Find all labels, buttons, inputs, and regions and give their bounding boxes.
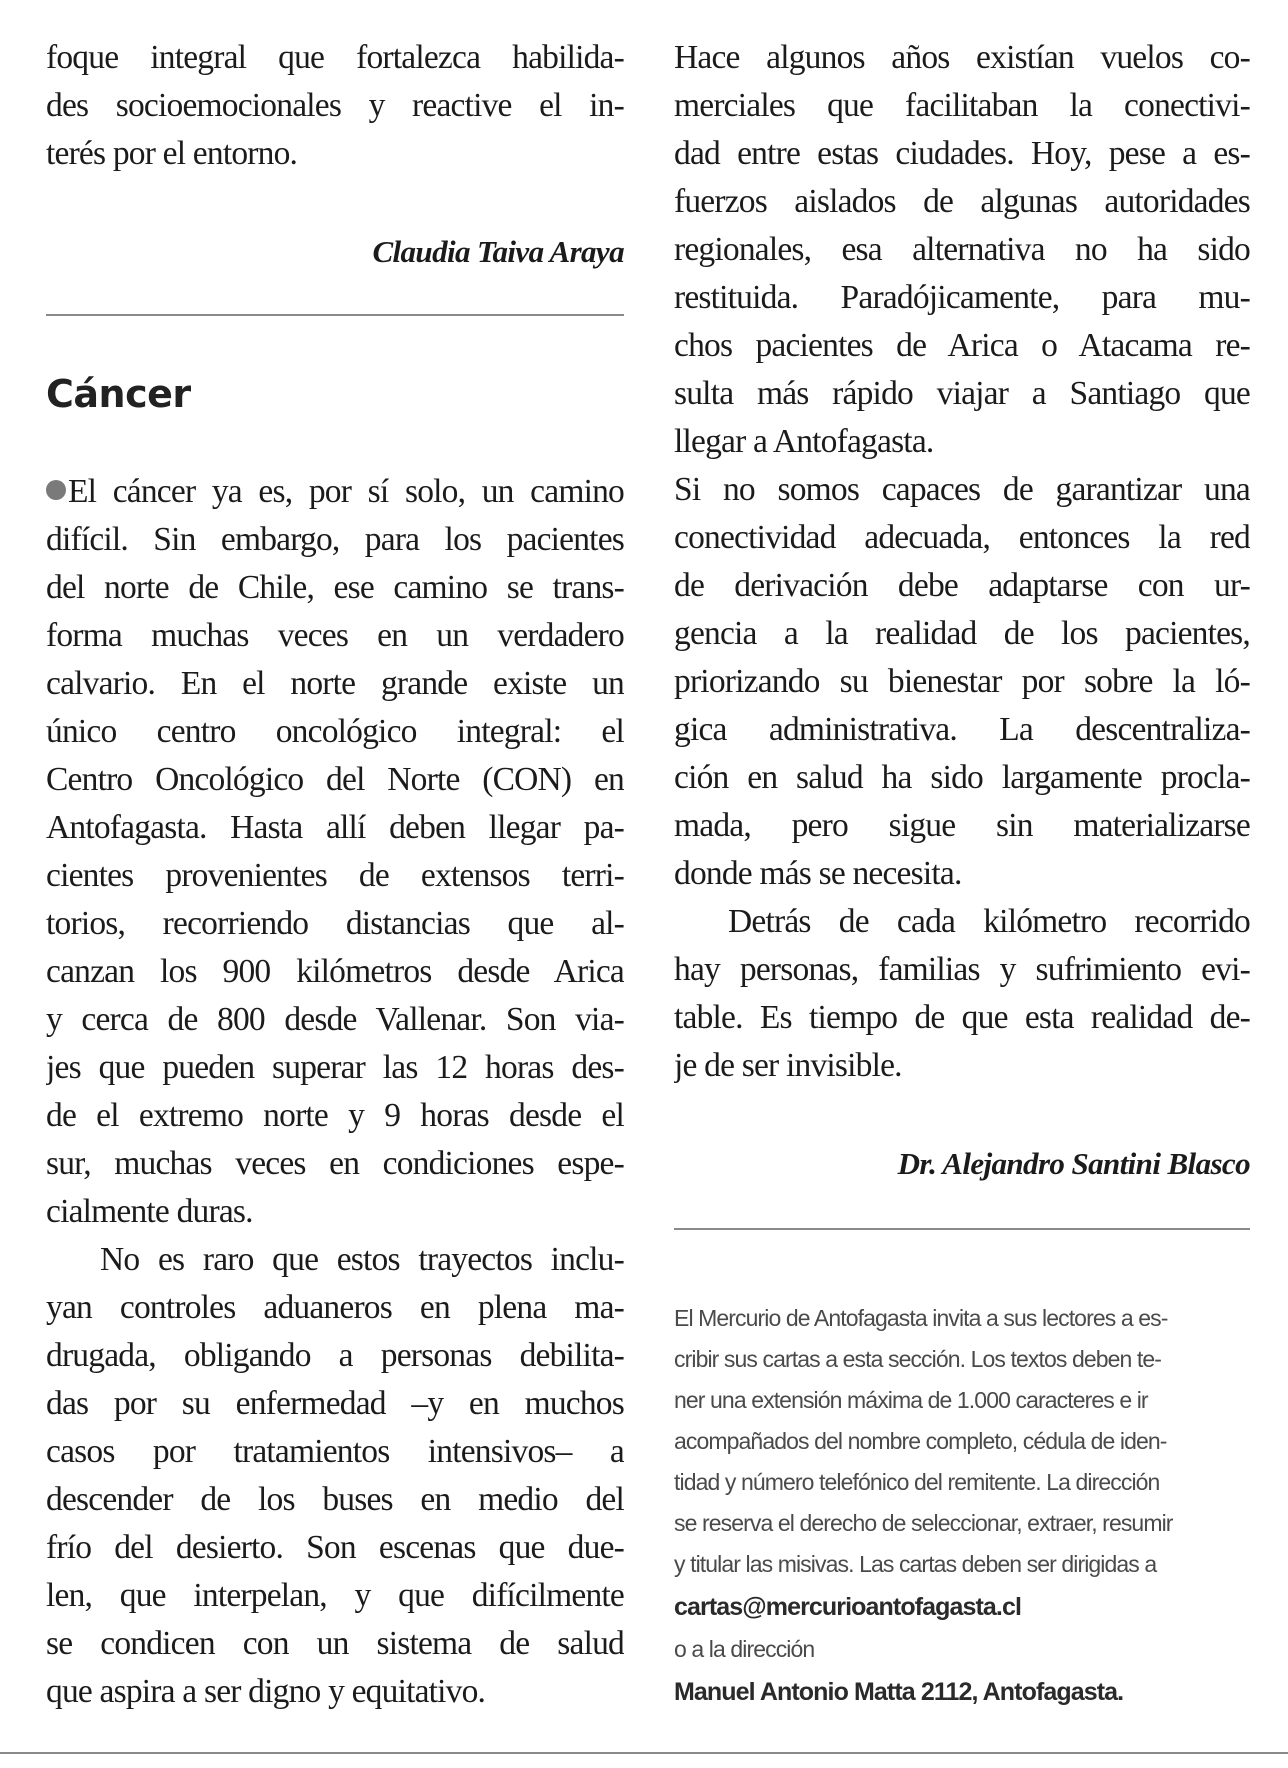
cancer-p1-line: forma muchas veces en un verdadero [46,617,624,654]
cancer-p4-line: priorizando su bienestar por sobre la ló- [674,663,1250,700]
cancer-p2-line: casos por tratamientos intensivos– a [46,1433,624,1470]
cancer-p2-line: No es raro que estos trayectos inclu- [100,1241,624,1278]
cancer-p2-line: len, que interpelan, y que difícilmente [46,1577,624,1614]
cancer-p2-line: yan controles aduaneros en plena ma- [46,1289,624,1326]
integral-letter-line: terés por el entorno. [46,135,298,172]
cancer-p3-line: sulta más rápido viajar a Santiago que [674,375,1250,412]
cancer-p3-line: dad entre estas ciudades. Hoy, pese a es- [674,135,1250,172]
cancer-p4-line: donde más se necesita. [674,855,962,892]
cancer-p5-line: hay personas, familias y sufrimiento evi- [674,951,1250,988]
submission-note-line: se reserva el derecho de seleccionar, extraer, resumir [674,1510,1173,1536]
submission-note-line: acompañados del nombre completo, cédula de iden- [674,1428,1167,1454]
cancer-p4-line: mada, pero sigue sin materializarse [674,807,1250,844]
cancer-p4-line: gica administrativa. La descentraliza- [674,711,1250,748]
cancer-p4-line: conectividad adecuada, entonces la red [674,519,1250,556]
cancer-p1-line: sur, muchas veces en condiciones espe- [46,1145,624,1182]
cancer-p1-line: difícil. Sin embargo, para los pacientes [46,521,624,558]
cancer-p3-line: chos pacientes de Arica o Atacama re- [674,327,1250,364]
cancer-p3-line: merciales que facilitaban la conectivi- [674,87,1250,124]
cancer-letter-title: Cáncer [46,372,191,416]
bullet-icon [46,480,66,500]
submission-note-line: tidad y número telefónico del remitente. La dirección [674,1469,1160,1495]
cancer-p1-line: del norte de Chile, ese camino se trans- [46,569,624,606]
cancer-p1-line: calvario. En el norte grande existe un [46,665,624,702]
cancer-letter-author: Dr. Alejandro Santini Blasco [897,1146,1250,1181]
cancer-p1-line: único centro oncológico integral: el [46,713,624,750]
cancer-p4-line: ción en salud ha sido largamente procla- [674,759,1250,796]
page-bottom-rule [0,1752,1288,1754]
submission-address-label: o a la dirección [674,1636,815,1662]
submission-note-line: ner una extensión máxima de 1.000 caracteres e ir [674,1387,1148,1413]
cancer-p5-line: Detrás de cada kilómetro recorrido [728,903,1250,940]
cancer-p3-line: restituida. Paradójicamente, para mu- [674,279,1250,316]
cancer-p5-line: je de ser invisible. [674,1047,902,1084]
cancer-p1-line: jes que pueden superar las 12 horas des- [46,1049,624,1086]
cancer-p2-line: frío del desierto. Son escenas que due- [46,1529,624,1566]
section-divider [674,1228,1250,1230]
cancer-p1-line: El cáncer ya es, por sí solo, un camino [46,468,624,516]
cancer-p3-line: regionales, esa alternativa no ha sido [674,231,1250,268]
cancer-p5-line: table. Es tiempo de que esta realidad de- [674,999,1250,1036]
cancer-p1-line: cialmente duras. [46,1193,253,1230]
cancer-p2-line: que aspira a ser digno y equitativo. [46,1673,486,1710]
section-divider [46,314,624,316]
cancer-p1-line: Centro Oncológico del Norte (CON) en [46,761,624,798]
cancer-p1-line: canzan los 900 kilómetros desde Arica [46,953,624,990]
submission-note-line: El Mercurio de Antofagasta invita a sus lectores a es- [674,1305,1168,1331]
cancer-p2-line: das por su enfermedad –y en muchos [46,1385,624,1422]
submission-note-line: y titular las misivas. Las cartas deben ser dirigidas a [674,1551,1157,1577]
cancer-p2-line: descender de los buses en medio del [46,1481,624,1518]
cancer-p3-line: Hace algunos años existían vuelos co- [674,39,1250,76]
cancer-p2-line: se condicen con un sistema de salud [46,1625,624,1662]
cancer-p4-line: gencia a la realidad de los pacientes, [674,615,1250,652]
cancer-p1-line: de el extremo norte y 9 horas desde el [46,1097,624,1134]
integral-letter-line: foque integral que fortalezca habilida- [46,39,624,76]
submission-address: Manuel Antonio Matta 2112, Antofagasta. [674,1678,1124,1706]
cancer-p1-line: torios, recorriendo distancias que al- [46,905,624,942]
submission-email-link[interactable]: cartas@mercurioantofagasta.cl [674,1593,1022,1621]
submission-note-line: cribir sus cartas a esta sección. Los textos deben te- [674,1346,1162,1372]
cancer-p1-line: y cerca de 800 desde Vallenar. Son via- [46,1001,624,1038]
cancer-p1-line: Antofagasta. Hasta allí deben llegar pa- [46,809,624,846]
cancer-p4-line: Si no somos capaces de garantizar una [674,471,1250,508]
cancer-p2-line: drugada, obligando a personas debilita- [46,1337,624,1374]
cancer-p3-line: fuerzos aislados de algunas autoridades [674,183,1250,220]
cancer-p4-line: de derivación debe adaptarse con ur- [674,567,1250,604]
integral-letter-line: des socioemocionales y reactive el in- [46,87,624,124]
cancer-p1-line: cientes provenientes de extensos terri- [46,857,624,894]
integral-letter-author: Claudia Taiva Araya [372,234,624,269]
cancer-p3-line: llegar a Antofagasta. [674,423,934,460]
